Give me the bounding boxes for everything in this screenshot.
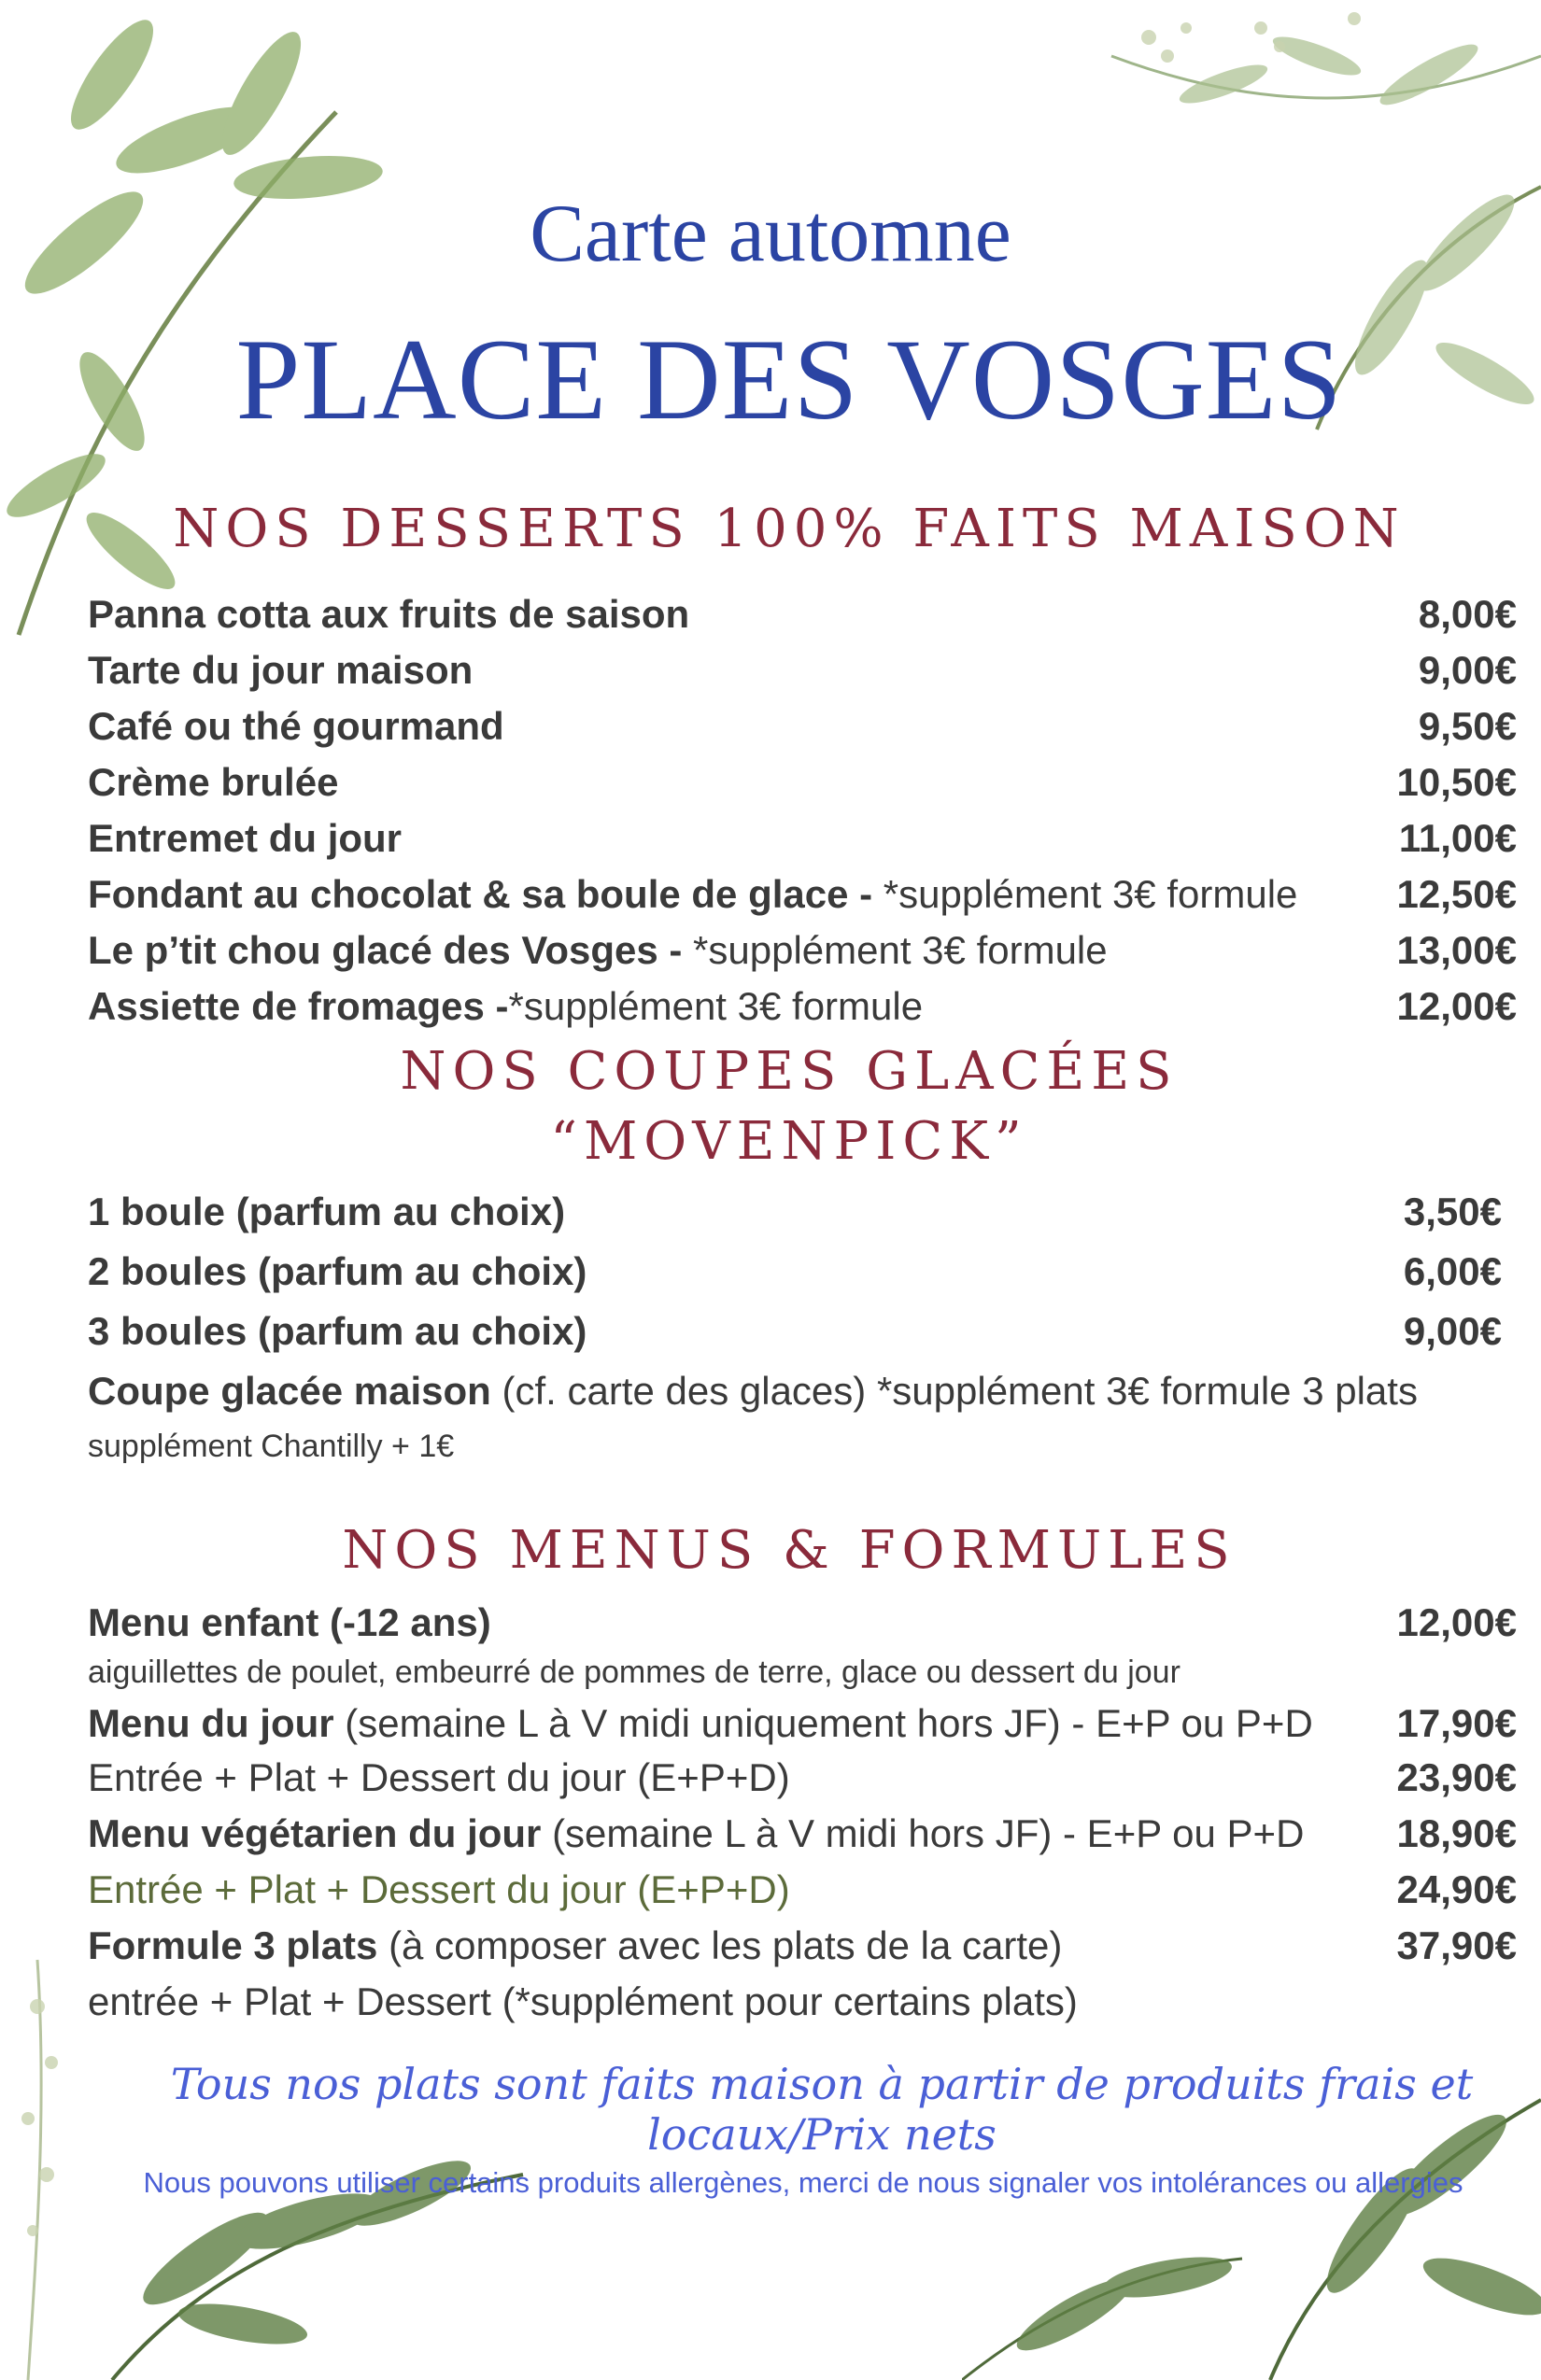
menus-heading: NOS MENUS & FORMULES (342, 1520, 1237, 1581)
menu-vegetarien-epd (88, 1864, 1517, 1916)
dessert-name: Assiette de fromages - (88, 984, 509, 1028)
desserts-heading: NOS DESSERTS 100% FAITS MAISON (173, 499, 1406, 559)
formule-3-plats-desc: entrée + Plat + Dessert (*supplément pour certains plats) (88, 1979, 1078, 2023)
coupe-maison-name: Coupe glacée maison (88, 1369, 491, 1413)
menu-vegetarien-epd-label: Entrée + Plat + Dessert du jour (E+P+D) (88, 1867, 790, 1911)
formule-3-plats-desc-row (88, 1976, 1517, 2028)
formule-3-plats-note: (à composer avec les plats de la carte) (377, 1923, 1063, 1967)
coupe-item (88, 1186, 1502, 1238)
dessert-note: *supplément 3€ formule (508, 984, 924, 1028)
menu-du-jour-name: Menu du jour (88, 1701, 334, 1745)
menu-du-jour-epd (88, 1752, 1517, 1804)
coupes-heading: NOS COUPES GLACÉES (400, 1041, 1179, 1102)
allergy-notice: Nous pouvons utiliser certains produits allergènes, merci de nous signaler vos intolérances ou allergies (143, 2166, 1463, 2199)
coupe-price: 9,00€ (1403, 1309, 1502, 1353)
dessert-name: Crème brulée (88, 760, 339, 804)
formule-3-plats-name: Formule 3 plats (88, 1923, 378, 1967)
dessert-item (88, 756, 1517, 809)
dessert-item (88, 980, 1517, 1033)
coupe-price: 3,50€ (1403, 1190, 1502, 1233)
dessert-name: Entremet du jour (88, 816, 403, 860)
dessert-name: Tarte du jour maison (88, 648, 474, 692)
dessert-name: Café ou thé gourmand (88, 704, 504, 748)
menu-du-jour (88, 1697, 1517, 1750)
menu-enfant (88, 1597, 1517, 1649)
dessert-item (88, 924, 1517, 977)
dessert-item (88, 644, 1517, 697)
dessert-item (88, 588, 1517, 641)
formule-3-plats (88, 1920, 1517, 1972)
coupe-maison-note: (cf. carte des glaces) *supplément 3€ formule 3 plats (490, 1369, 1418, 1413)
coupe-name: 3 boules (parfum au choix) (88, 1309, 587, 1353)
dessert-note: *supplément 3€ formule (883, 872, 1298, 916)
dessert-name: Le p’tit chou glacé des Vosges - (88, 928, 694, 972)
coupe-item (88, 1305, 1502, 1358)
coupe-item (88, 1246, 1502, 1298)
formule-3-plats-price: 37,90€ (1396, 1923, 1517, 1967)
dessert-price: 9,50€ (1418, 704, 1517, 748)
menu-enfant-desc: aiguillettes de poulet, embeurré de pommes de terre, glace ou dessert du jour (88, 1655, 1180, 1690)
menu-du-jour-epd-price: 23,90€ (1396, 1755, 1517, 1799)
dessert-item (88, 868, 1517, 921)
dessert-price: 8,00€ (1418, 592, 1517, 636)
coupe-price: 6,00€ (1403, 1249, 1502, 1293)
coupe-maison (88, 1365, 1517, 1417)
menu-du-jour-epd-label: Entrée + Plat + Dessert du jour (E+P+D) (88, 1755, 790, 1799)
dessert-price: 12,50€ (1396, 872, 1517, 916)
menu-du-jour-note: (semaine L à V midi uniquement hors JF) - E+P ou P+D (333, 1701, 1313, 1745)
menu-du-jour-price: 17,90€ (1396, 1701, 1517, 1745)
dessert-price: 12,00€ (1396, 984, 1517, 1028)
menu-vegetarien-name: Menu végétarien du jour (88, 1811, 542, 1855)
coupe-name: 2 boules (parfum au choix) (88, 1249, 587, 1293)
coupe-name: 1 boule (parfum au choix) (88, 1190, 566, 1233)
dessert-price: 13,00€ (1396, 928, 1517, 972)
homemade-slogan: Tous nos plats sont faits maison à partir de produits frais et locaux/Prix nets (170, 2059, 1474, 2160)
dessert-price: 10,50€ (1396, 760, 1517, 804)
menu-vegetarien-epd-price: 24,90€ (1396, 1867, 1517, 1911)
menu-enfant-price: 12,00€ (1396, 1600, 1517, 1644)
dessert-price: 11,00€ (1398, 816, 1517, 860)
menu-vegetarien-price: 18,90€ (1396, 1811, 1517, 1855)
coupes-heading-brand: “MOVENPICK” (550, 1111, 1028, 1172)
restaurant-title: PLACE DES VOSGES (235, 316, 1343, 444)
dessert-item (88, 700, 1517, 753)
dessert-name: Fondant au chocolat & sa boule de glace - (88, 872, 884, 916)
dessert-note: *supplément 3€ formule (693, 928, 1108, 972)
dessert-item (88, 812, 1517, 865)
menu-vegetarien (88, 1808, 1517, 1860)
chantilly-supplement: supplément Chantilly + 1€ (88, 1429, 455, 1464)
menu-subtitle: Carte automne (530, 189, 1011, 279)
menu-enfant-name: Menu enfant (-12 ans) (88, 1600, 491, 1644)
menu-vegetarien-note: (semaine L à V midi hors JF) - E+P ou P+D (541, 1811, 1305, 1855)
dessert-name: Panna cotta aux fruits de saison (88, 592, 690, 636)
dessert-price: 9,00€ (1418, 648, 1517, 692)
